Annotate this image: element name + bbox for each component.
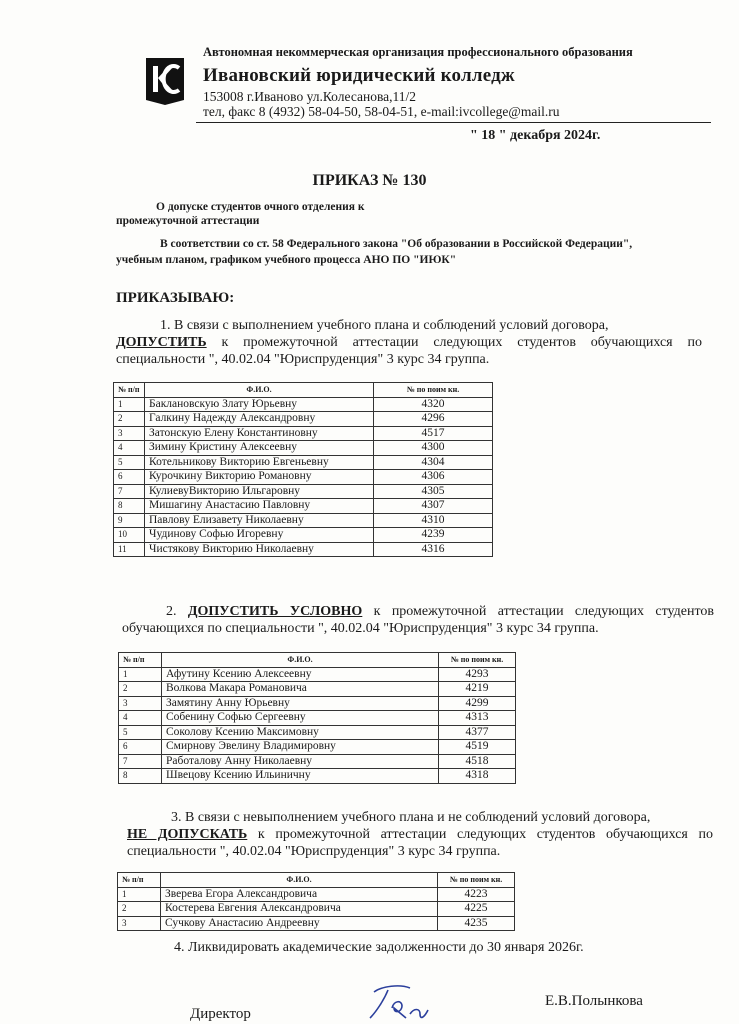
cell-id: 4313: [439, 711, 516, 726]
cell-id: 4377: [439, 725, 516, 740]
cell-name: Мишагину Анастасию Павловну: [145, 499, 374, 514]
order-date: " 18 " декабря 2024г.: [470, 128, 601, 143]
subject-line-1: О допуске студентов очного отделения к: [156, 201, 365, 213]
section-1-keyword: ДОПУСТИТЬ: [116, 335, 207, 350]
order-basis: [116, 236, 716, 268]
col-header-name: Ф.И.О.: [145, 383, 374, 398]
cell-num: 1: [119, 667, 162, 682]
cell-name: Зверева Егора Александровича: [161, 887, 438, 902]
cell-name: Смирнову Эвелину Владимировну: [162, 740, 439, 755]
director-name: Е.В.Полынкова: [545, 993, 643, 1009]
cell-num: 5: [114, 455, 145, 470]
cell-num: 6: [119, 740, 162, 755]
item-4-text: 4. Ликвидировать академические задолженности до 30 января 2026г.: [174, 940, 584, 955]
cell-id: 4306: [374, 470, 493, 485]
header-divider: [196, 122, 711, 123]
col-header-id: № по поим кн.: [438, 873, 515, 888]
section-3-text: [127, 809, 713, 860]
section-2-keyword: ДОПУСТИТЬ УСЛОВНО: [187, 604, 363, 619]
cell-num: 2: [114, 412, 145, 427]
order-title: ПРИКАЗ № 130: [312, 172, 427, 189]
section-1-rest: к промежуточной аттестации следующих студентов обучающихся по специальности ", 40.02.04 "Юриспруденция" 3 курс 34 группа.: [116, 335, 702, 367]
table-row: [114, 499, 493, 514]
cell-name: Котельникову Викторию Евгеньевну: [145, 455, 374, 470]
section-2-rest: к промежуточной аттестации следующих студентов обучающихся по специальности ", 40.02.04 "Юриспруденция" 3 курс 34 группа.: [122, 604, 715, 636]
section-2-num: 2.: [166, 604, 177, 619]
table-header-row: [118, 873, 515, 888]
college-address: 153008 г.Иваново ул.Колесанова,11/2: [203, 89, 417, 104]
cell-id: 4517: [374, 426, 493, 441]
table-row: [119, 667, 516, 682]
table-row: [114, 528, 493, 543]
cell-num: 7: [114, 484, 145, 499]
table-row: [114, 470, 493, 485]
section-3-rest: к промежуточной аттестации следующих студентов обучающихся по специальности ", 40.02.04 "Юриспруденция" 3 курс 34 группа.: [127, 827, 713, 859]
cell-num: 8: [119, 769, 162, 784]
director-signature: [362, 978, 462, 1024]
table-row: [114, 542, 493, 557]
col-header-num: № п/п: [119, 653, 162, 668]
table-admitted: [113, 382, 493, 557]
director-title: Директор: [190, 1006, 251, 1022]
cell-id: 4300: [374, 441, 493, 456]
cell-id: 4316: [374, 542, 493, 557]
cell-id: 4305: [374, 484, 493, 499]
table-row: [119, 711, 516, 726]
organization-line: Автономная некоммерческая организация профессионального образования: [203, 45, 633, 59]
col-header-num: № п/п: [114, 383, 145, 398]
cell-id: 4518: [439, 754, 516, 769]
table-row: [119, 769, 516, 784]
cell-name: Швецову Ксению Ильиничну: [162, 769, 439, 784]
cell-id: 4239: [374, 528, 493, 543]
table-row: [119, 740, 516, 755]
cell-id: 4299: [439, 696, 516, 711]
table-row: [118, 916, 515, 931]
order-subject: [116, 200, 364, 228]
col-header-id: № по поим кн.: [439, 653, 516, 668]
section-1-intro: 1. В связи с выполнением учебного плана и соблюдений условий договора,: [160, 318, 609, 333]
table-row: [118, 902, 515, 917]
cell-num: 3: [119, 696, 162, 711]
cell-name: Галкину Надежду Александровну: [145, 412, 374, 427]
table-row: [114, 455, 493, 470]
cell-name: КулиевуВикторию Ильгаровну: [145, 484, 374, 499]
cell-id: 4219: [439, 682, 516, 697]
cell-num: 4: [114, 441, 145, 456]
cell-name: Собенину Софью Сергеевну: [162, 711, 439, 726]
order-word: ПРИКАЗЫВАЮ:: [116, 290, 235, 306]
table-row: [118, 887, 515, 902]
cell-id: 4235: [438, 916, 515, 931]
cell-name: Афутину Ксению Алексеевну: [162, 667, 439, 682]
table-conditional: [118, 652, 516, 784]
section-1-text: [116, 317, 702, 368]
col-header-name: Ф.И.О.: [162, 653, 439, 668]
cell-num: 2: [118, 902, 161, 917]
table-header-row: [114, 383, 493, 398]
cell-id: 4225: [438, 902, 515, 917]
cell-num: 2: [119, 682, 162, 697]
cell-num: 5: [119, 725, 162, 740]
table-row: [114, 397, 493, 412]
college-logo: [143, 56, 187, 106]
cell-id: 4519: [439, 740, 516, 755]
basis-line-1: В соответствии со ст. 58 Федерального закона "Об образовании в Российской Федерации",: [160, 238, 633, 250]
cell-name: Костерева Евгения Александровича: [161, 902, 438, 917]
table-row: [119, 754, 516, 769]
table-row: [114, 412, 493, 427]
table-row: [114, 484, 493, 499]
cell-num: 7: [119, 754, 162, 769]
subject-line-2: промежуточной аттестации: [116, 215, 260, 227]
cell-id: 4304: [374, 455, 493, 470]
cell-num: 3: [114, 426, 145, 441]
cell-id: 4223: [438, 887, 515, 902]
cell-name: Баклановскую Злату Юрьевну: [145, 397, 374, 412]
table-row: [119, 682, 516, 697]
cell-num: 11: [114, 542, 145, 557]
cell-id: 4293: [439, 667, 516, 682]
cell-id: 4310: [374, 513, 493, 528]
cell-id: 4307: [374, 499, 493, 514]
table-row: [119, 725, 516, 740]
cell-num: 1: [118, 887, 161, 902]
college-contacts: тел, факс 8 (4932) 58-04-50, 58-04-51, e-mail:ivcollege@mail.ru: [203, 104, 560, 119]
cell-name: Волкова Макара Романовича: [162, 682, 439, 697]
cell-num: 8: [114, 499, 145, 514]
cell-id: 4320: [374, 397, 493, 412]
col-header-name: Ф.И.О.: [161, 873, 438, 888]
cell-num: 9: [114, 513, 145, 528]
cell-name: Работалову Анну Николаевну: [162, 754, 439, 769]
cell-name: Сучкову Анастасию Андреевну: [161, 916, 438, 931]
col-header-id: № по поим кн.: [374, 383, 493, 398]
cell-name: Курочкину Викторию Романовну: [145, 470, 374, 485]
cell-id: 4296: [374, 412, 493, 427]
cell-name: Соколову Ксению Максимовну: [162, 725, 439, 740]
cell-name: Чудинову Софью Игоревну: [145, 528, 374, 543]
table-row: [119, 696, 516, 711]
section-3-intro: 3. В связи с невыполнением учебного плана и не соблюдений условий договора,: [171, 810, 651, 825]
cell-name: Чистякову Викторию Николаевну: [145, 542, 374, 557]
col-header-num: № п/п: [118, 873, 161, 888]
cell-num: 6: [114, 470, 145, 485]
cell-name: Павлову Елизавету Николаевну: [145, 513, 374, 528]
cell-name: Зимину Кристину Алексеевну: [145, 441, 374, 456]
cell-num: 3: [118, 916, 161, 931]
college-name: Ивановский юридический колледж: [203, 65, 515, 86]
section-3-keyword: НЕ ДОПУСКАТЬ: [127, 827, 248, 842]
cell-id: 4318: [439, 769, 516, 784]
table-header-row: [119, 653, 516, 668]
cell-name: Замятину Анну Юрьевну: [162, 696, 439, 711]
cell-num: 1: [114, 397, 145, 412]
cell-num: 4: [119, 711, 162, 726]
table-row: [114, 513, 493, 528]
table-row: [114, 426, 493, 441]
section-2-text: [122, 603, 714, 637]
cell-num: 10: [114, 528, 145, 543]
table-row: [114, 441, 493, 456]
basis-line-2: учебным планом, графиком учебного процесса АНО ПО "ИЮК": [116, 254, 457, 266]
table-not-admitted: [117, 872, 515, 931]
cell-name: Затонскую Елену Константиновну: [145, 426, 374, 441]
